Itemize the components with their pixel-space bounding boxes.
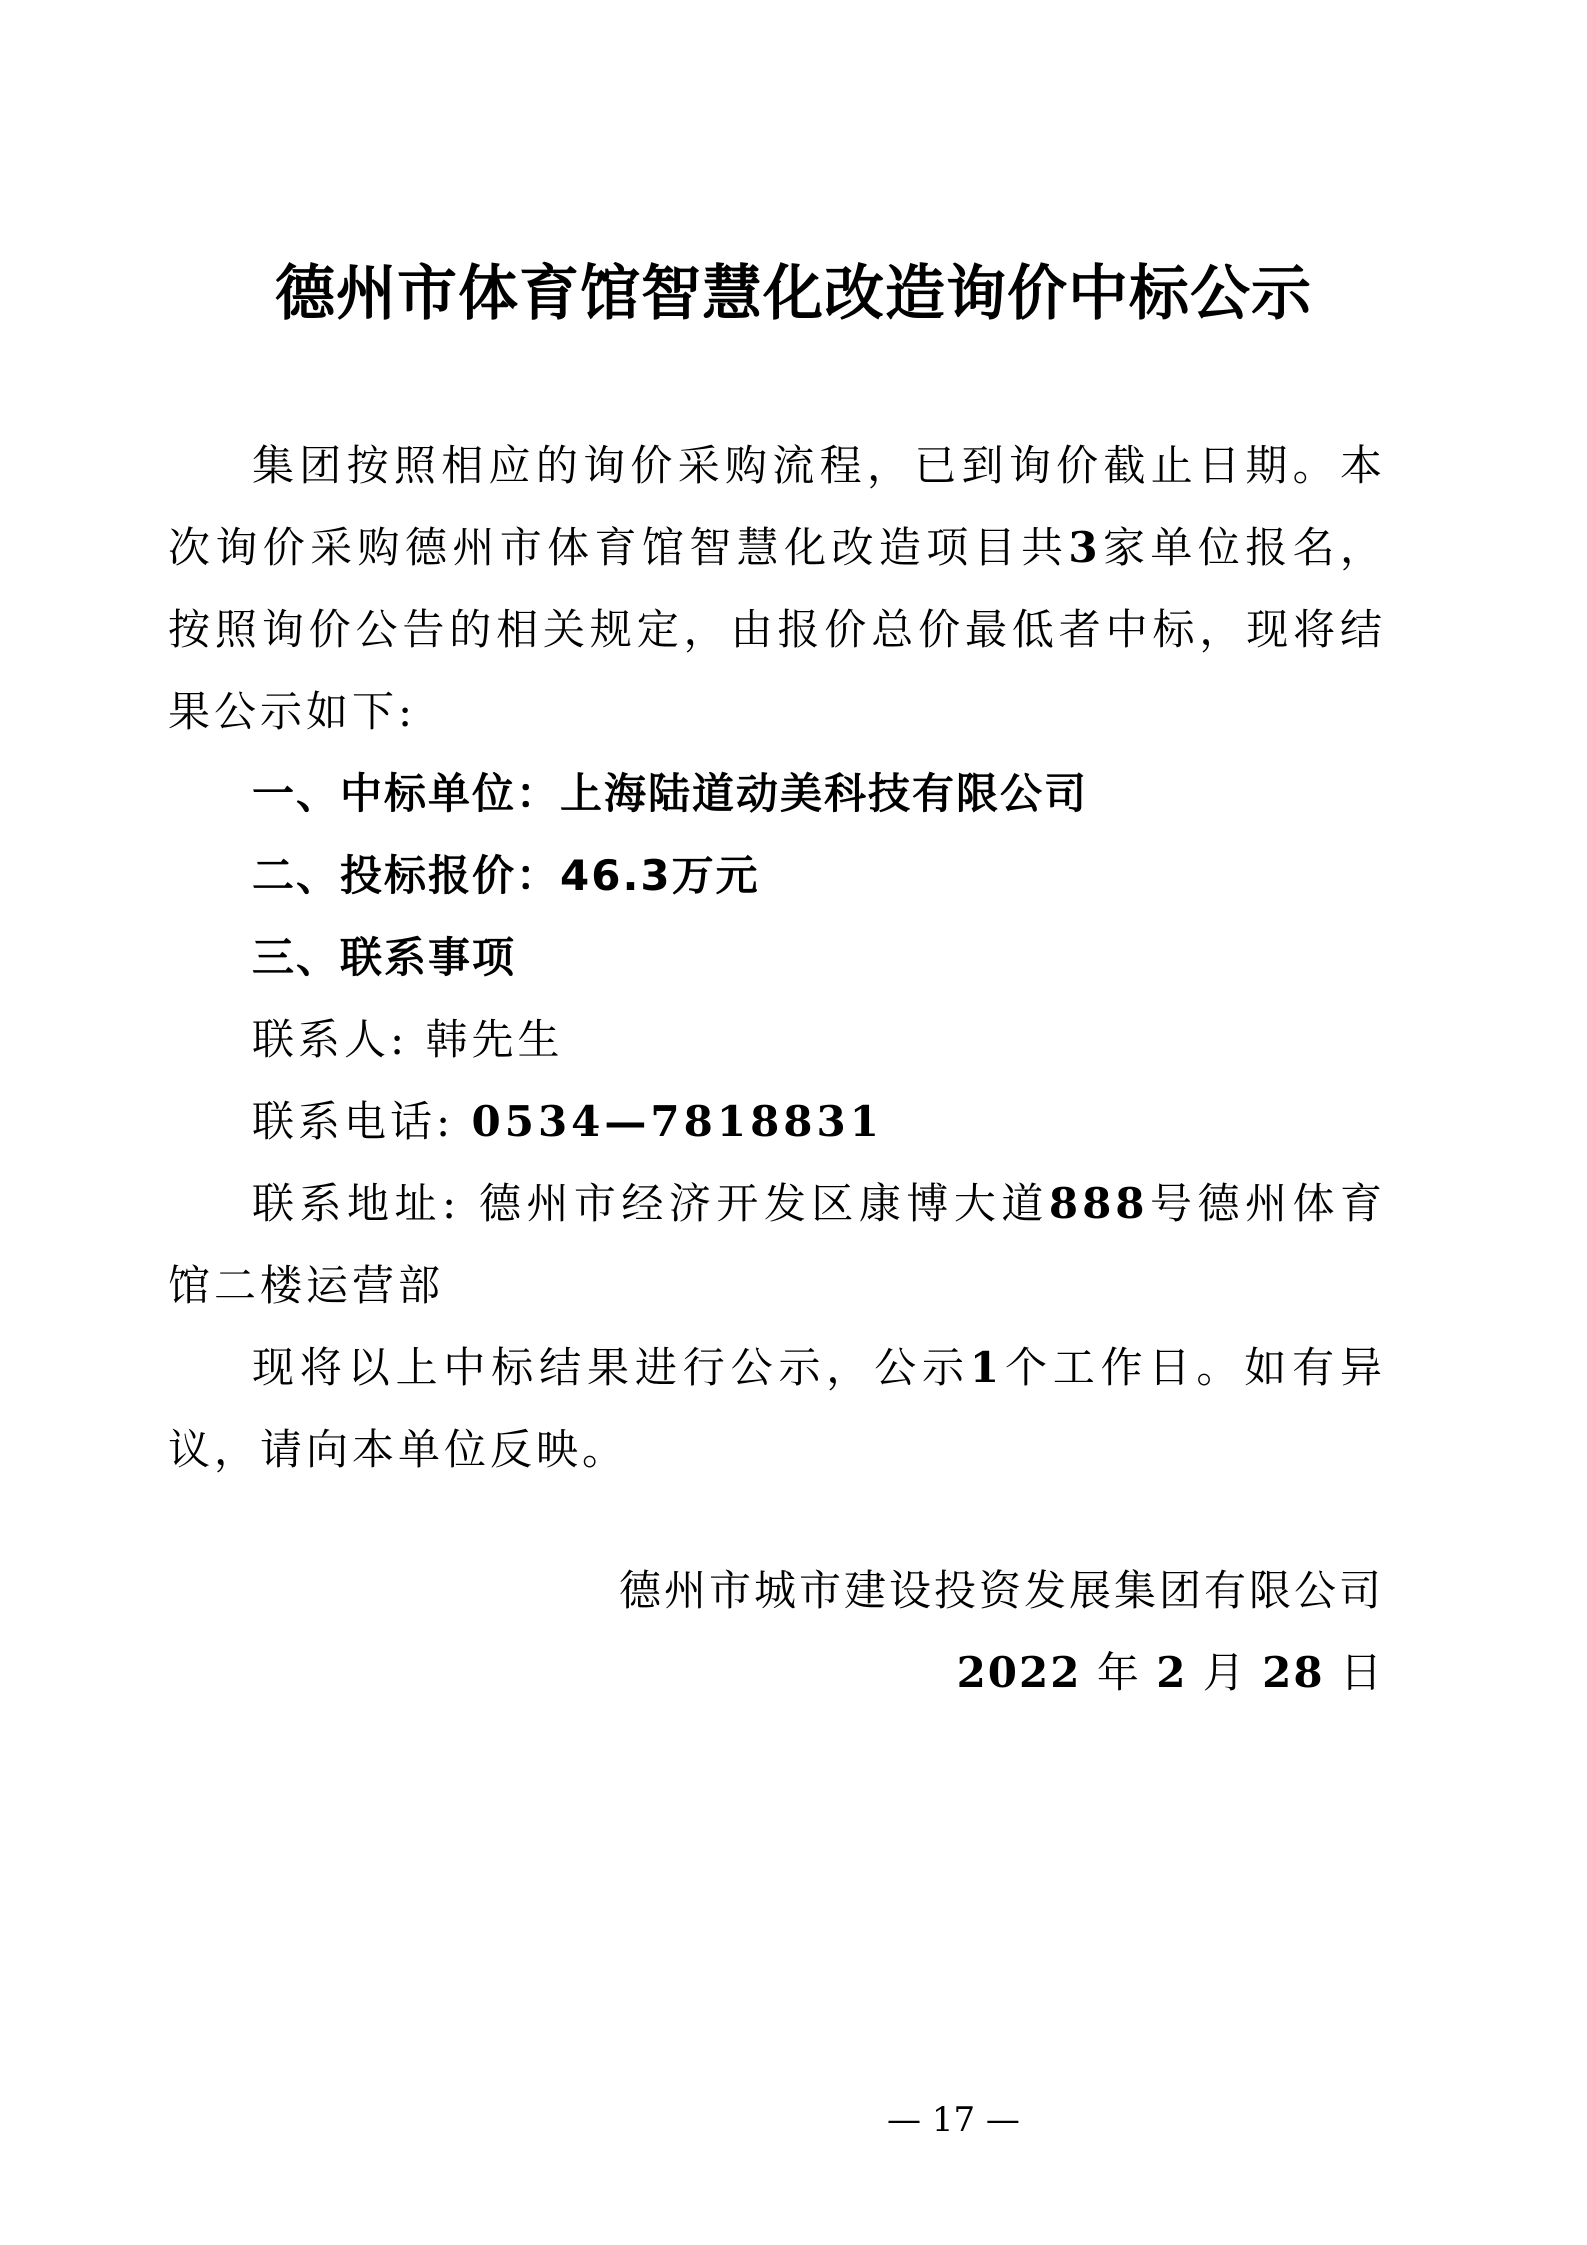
document-title: 德州市体育馆智慧化改造询价中标公示 <box>275 259 1312 329</box>
section-winner: 一、中标单位：上海陆道动美科技有限公司 <box>252 769 1089 818</box>
closing-text-1: 现将以上中标结果进行公示，公示 <box>252 1343 970 1392</box>
signature-block <box>619 1550 1384 1714</box>
date-day: 28 <box>1262 1648 1325 1697</box>
signature-org: 德州市城市建设投资发展集团有限公司 <box>618 1566 1384 1615</box>
closing-days: 1 <box>969 1343 1004 1392</box>
contact-phone-label: 联系电话: <box>252 1097 472 1146</box>
closing-text-2: 个工作日。如有异议，请向本单位反映。 <box>168 1343 1386 1474</box>
section-bid-price <box>168 835 1386 917</box>
contact-person: 联系人: 韩先生 <box>252 1015 564 1064</box>
intro-paragraph <box>168 425 1386 753</box>
signature-date <box>619 1632 1384 1714</box>
contact-address-number: 888 <box>1048 1179 1149 1228</box>
contact-phone <box>168 1081 1386 1163</box>
date-year-suffix: 年 <box>1096 1648 1141 1697</box>
bid-price-unit: 万元 <box>671 851 760 900</box>
closing-paragraph <box>168 1327 1386 1491</box>
contact-address <box>168 1163 1386 1327</box>
date-month-suffix: 月 <box>1202 1648 1247 1697</box>
date-month: 2 <box>1156 1648 1188 1697</box>
intro-count: 3 <box>1068 523 1102 572</box>
section-contact: 三、联系事项 <box>252 933 517 982</box>
contact-address-text-1: 联系地址: 德州市经济开发区康博大道 <box>252 1179 1049 1228</box>
document-body <box>168 425 1386 1491</box>
date-year: 2022 <box>956 1648 1082 1697</box>
bid-price-amount: 46.3 <box>560 851 672 900</box>
contact-address-text-2: 号德州体育馆二楼运营部 <box>168 1179 1386 1310</box>
date-day-suffix: 日 <box>1339 1648 1384 1697</box>
page-number: — 17 — <box>887 2100 1020 2140</box>
bid-price-label: 二、投标报价： <box>252 851 561 900</box>
intro-text-1: 集团按照相应的询价采购流程，已到询价截止日期。本次询价采购德州市体育馆智慧化改造项目共 <box>168 441 1386 572</box>
contact-phone-value: 0534—7818831 <box>471 1097 883 1146</box>
intro-text-2: 家单位报名，按照询价公告的相关规定，由报价总价最低者中标，现将结果公示如下: <box>168 523 1386 736</box>
